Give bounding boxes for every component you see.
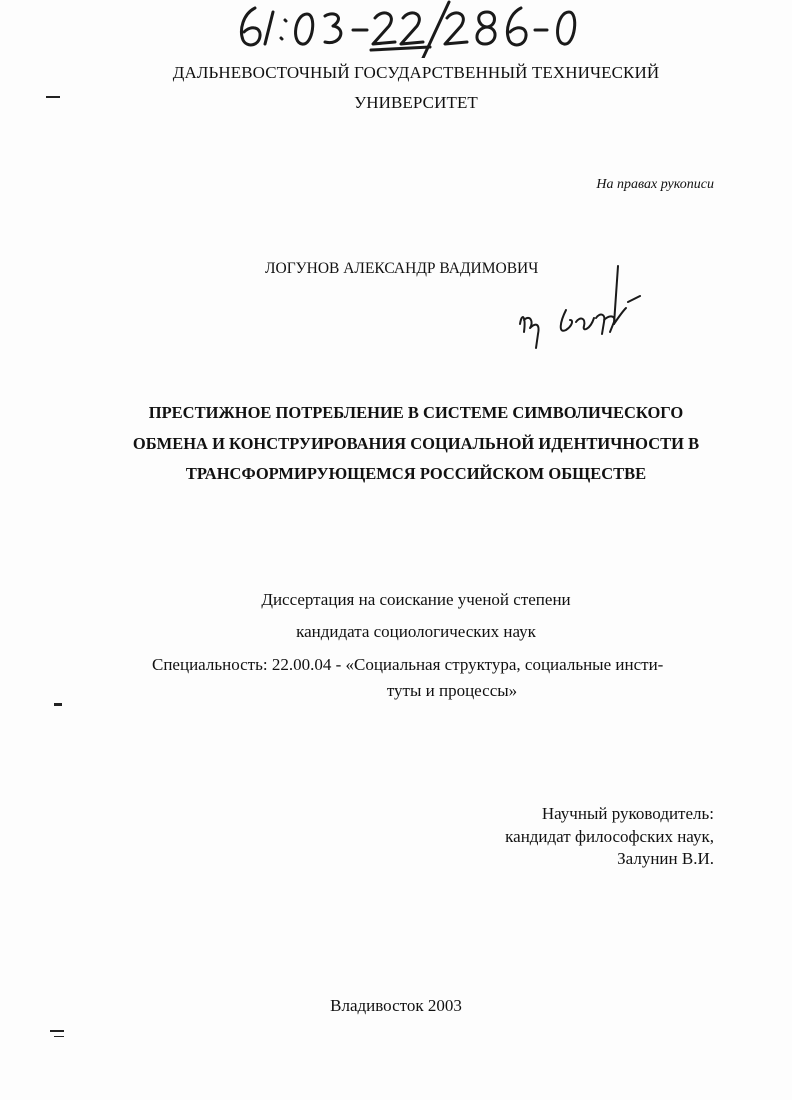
specialty xyxy=(152,652,712,704)
title-line2: ОБМЕНА И КОНСТРУИРОВАНИЯ СОЦИАЛЬНОЙ ИДЕНТИЧНОСТИ В xyxy=(132,433,700,453)
scan-mark xyxy=(46,96,60,98)
scan-mark xyxy=(54,1036,64,1037)
university-name xyxy=(100,58,732,118)
city-year: Владивосток 2003 xyxy=(330,996,462,1015)
degree-line1: Диссертация на соискание ученой степени xyxy=(261,590,571,609)
advisor-label: Научный руководитель: xyxy=(541,804,714,823)
title-line3: ТРАНСФОРМИРУЮЩЕМСЯ РОССИЙСКОМ ОБЩЕСТВЕ xyxy=(185,464,647,483)
advisor-name: Залунин В.И. xyxy=(617,849,714,868)
author-name: ЛОГУНОВ АЛЕКСАНДР ВАДИМОВИЧ xyxy=(265,260,539,277)
scan-mark xyxy=(50,1030,64,1032)
title-line1: ПРЕСТИЖНОЕ ПОТРЕБЛЕНИЕ В СИСТЕМЕ СИМВОЛИЧЕСКОГО xyxy=(148,403,684,422)
dissertation-title xyxy=(110,398,722,490)
specialty-line2: туты и процессы» xyxy=(386,681,518,700)
handwritten-signature xyxy=(510,262,660,352)
specialty-line1: Специальность: 22.00.04 - «Социальная структура, социальные инсти- xyxy=(152,655,664,674)
degree-line2: кандидата социологических наук xyxy=(296,622,536,641)
scan-mark xyxy=(54,703,62,706)
handwritten-archive-code xyxy=(225,0,585,58)
scientific-advisor xyxy=(505,803,714,871)
rights-note: На правах рукописи xyxy=(596,177,714,192)
university-name-line2: УНИВЕРСИТЕТ xyxy=(354,93,478,112)
advisor-degree: кандидат философских наук, xyxy=(505,826,714,846)
university-name-line1: ДАЛЬНЕВОСТОЧНЫЙ ГОСУДАРСТВЕННЫЙ ТЕХНИЧЕСКИЙ xyxy=(172,63,660,82)
